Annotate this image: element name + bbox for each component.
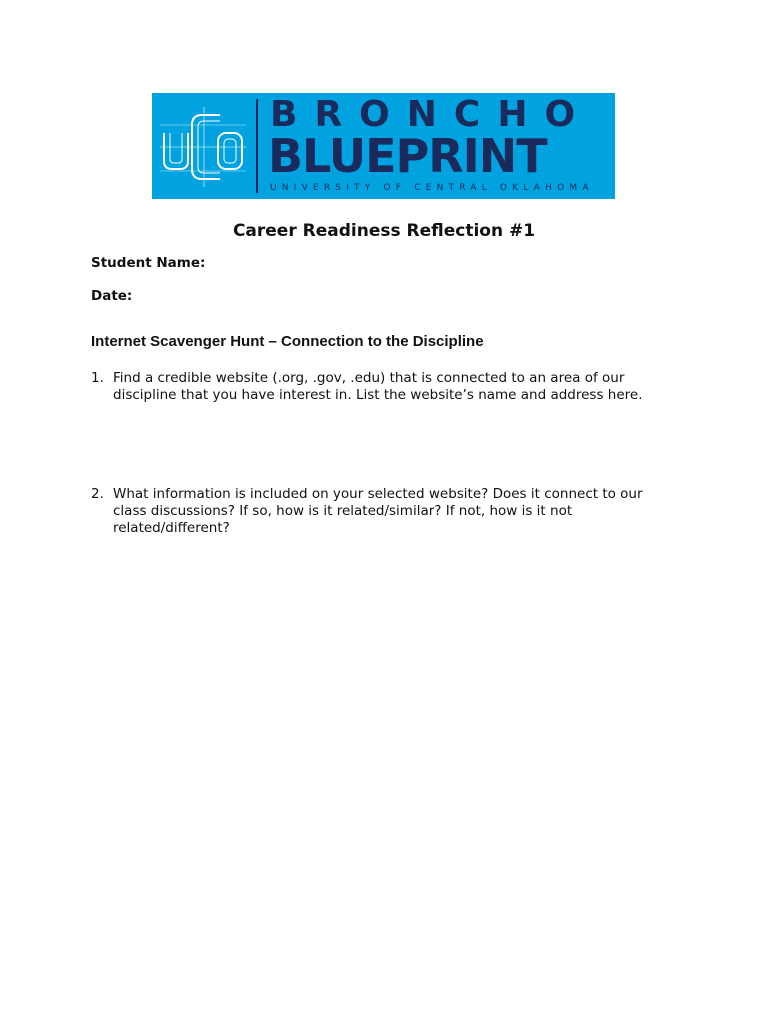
question-2 xyxy=(91,486,671,537)
document-title: Career Readiness Reflection #1 xyxy=(232,221,536,241)
banner-word-blueprint: BLUEPRINT xyxy=(268,129,547,183)
student-name-label: Student Name: xyxy=(91,255,206,271)
banner-divider xyxy=(256,99,258,193)
date-label: Date: xyxy=(91,288,133,304)
section-heading: Internet Scavenger Hunt – Connection to the Discipline xyxy=(91,333,484,350)
banner-word-broncho: BRONCHO xyxy=(270,94,593,135)
uco-logo-icon xyxy=(158,103,248,189)
question-number: 2. xyxy=(91,486,104,502)
question-text: Find a credible website (.org, .gov, .edu) that is connected to an area of our discipline that you have interest in. List the website’s name and address here. xyxy=(113,370,643,403)
banner-university-name: UNIVERSITY OF CENTRAL OKLAHOMA xyxy=(270,183,594,193)
question-text: What information is included on your selected website? Does it connect to our class discussions? If so, how is it related/similar? If not, how is it not related/different? xyxy=(113,486,643,536)
question-number: 1. xyxy=(91,370,104,386)
question-1 xyxy=(91,370,671,404)
broncho-blueprint-banner xyxy=(152,93,615,199)
